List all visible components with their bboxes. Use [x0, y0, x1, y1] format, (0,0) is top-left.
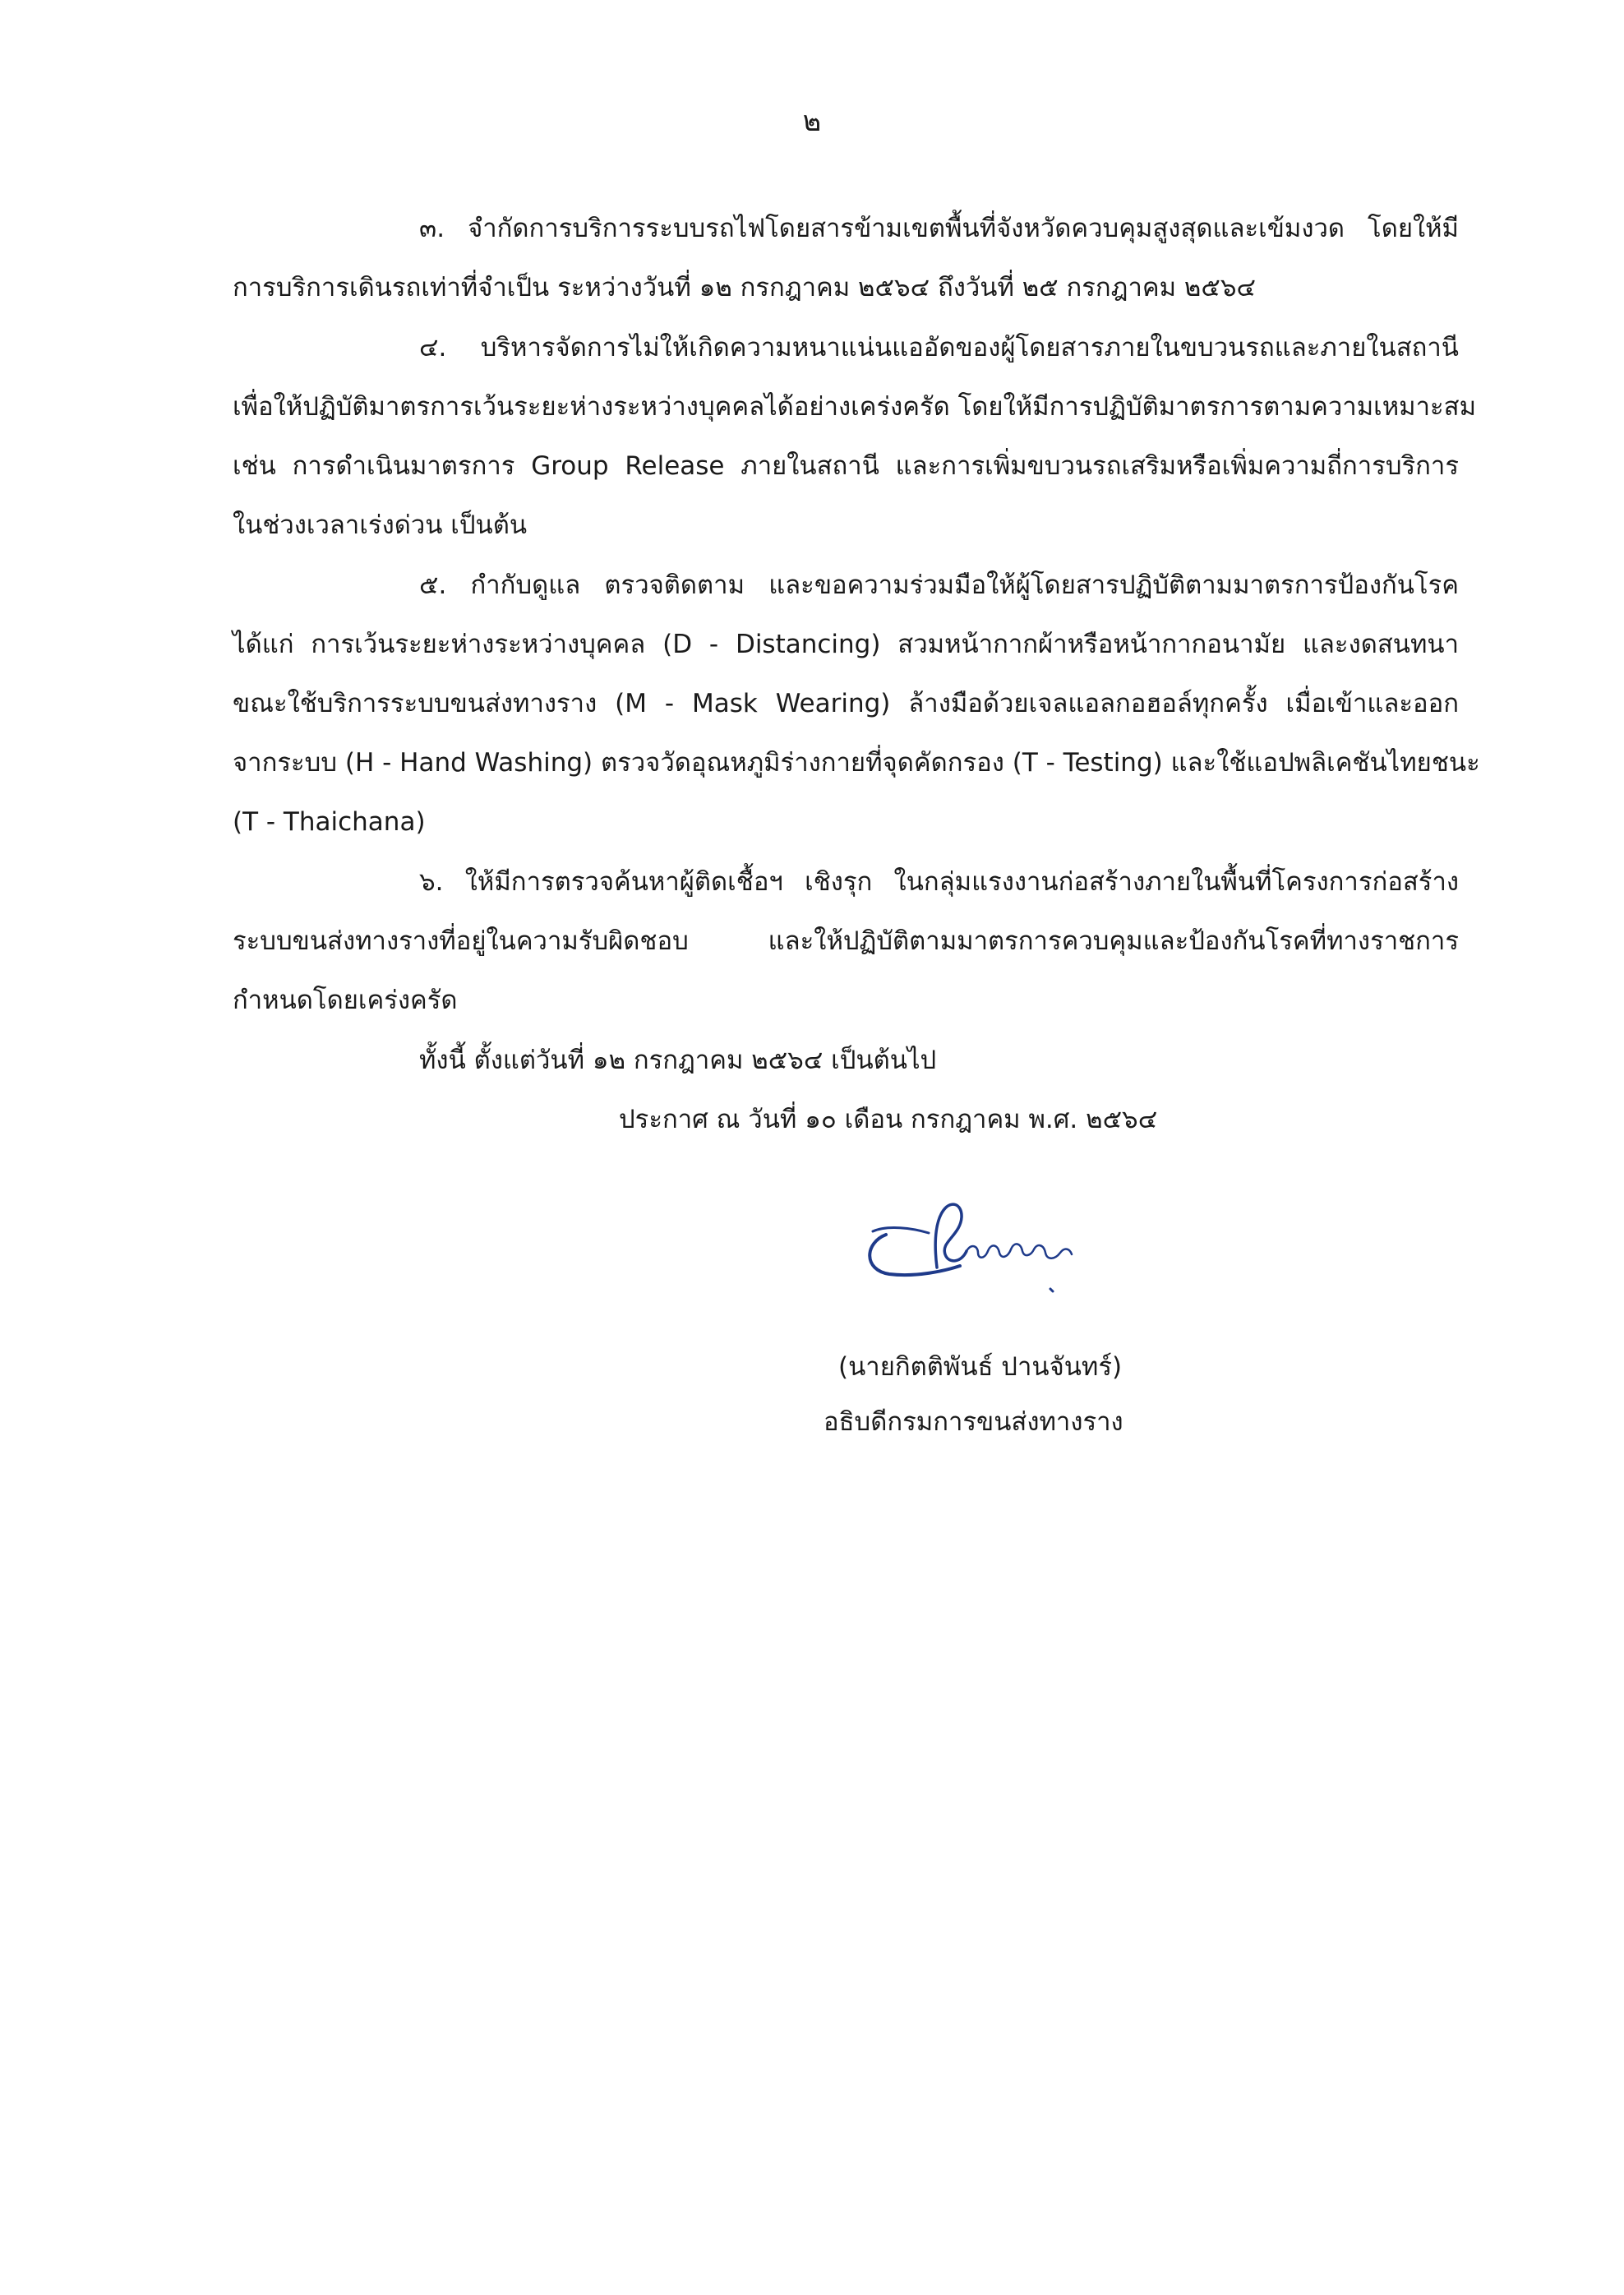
signature-tall-stroke [935, 1204, 967, 1268]
item-4-line-4: ในช่วงเวลาเร่งด่วน เป็นต้น [233, 510, 528, 540]
item-4-line-1: ๔. บริหารจัดการไม่ให้เกิดความหนาแน่นแออัดของผู้โดยสารภายในขบวนรถและภายในสถานี [419, 333, 1459, 362]
item-5-line-2: ได้แก่ การเว้นระยะห่างระหว่างบุคคล (D - Distancing) สวมหน้ากากผ้าหรือหน้ากากอนามัย และงดสนทนา [233, 630, 1459, 659]
signer-title: อธิบดีกรมการขนส่งทางราง [824, 1407, 1123, 1437]
signature-upstroke [873, 1228, 929, 1233]
item-6-line-3: กำหนดโดยเคร่งครัด [233, 986, 458, 1015]
item-5-line-1: ๕. กำกับดูแล ตรวจติดตาม และขอความร่วมมือให้ผู้โดยสารปฏิบัติตามมาตรการป้องกันโรค [419, 570, 1459, 600]
item-5-line-5: (T - Thaichana) [233, 807, 426, 837]
effective-date-line: ทั้งนี้ ตั้งแต่วันที่ ๑๒ กรกฎาคม ๒๕๖๔ เป็นต้นไป [419, 1046, 937, 1075]
item-6-line-2: ระบบขนส่งทางรางที่อยู่ในความรับผิดชอบ และให้ปฏิบัติตามมาตรการควบคุมและป้องกันโรคที่ทางราชการ [233, 926, 1459, 956]
announcement-date-line: ประกาศ ณ วันที่ ๑๐ เดือน กรกฎาคม พ.ศ. ๒๕๖๔ [619, 1105, 1158, 1134]
signature-dot [1050, 1289, 1053, 1291]
page-number: ๒ [802, 105, 822, 138]
item-4-line-2: เพื่อให้ปฏิบัติมาตรการเว้นระยะห่างระหว่างบุคคลได้อย่างเคร่งครัด โดยให้มีการปฏิบัติมาตรการตามความเหมาะสม [233, 392, 1477, 422]
item-5-line-4: จากระบบ (H - Hand Washing) ตรวจวัดอุณหภูมิร่างกายที่จุดคัดกรอง (T - Testing) และใช้แอปพลิเคชันไทยชนะ [233, 748, 1480, 778]
item-5-line-3: ขณะใช้บริการระบบขนส่งทางราง (M - Mask Wearing) ล้างมือด้วยเจลแอลกอฮอล์ทุกครั้ง เมื่อเข้าและออก [233, 689, 1459, 718]
item-3-line-2: การบริการเดินรถเท่าที่จำเป็น ระหว่างวันที่ ๑๒ กรกฎาคม ๒๕๖๔ ถึงวันที่ ๒๕ กรกฎาคม ๒๕๖๔ [233, 273, 1256, 302]
signer-name: (นายกิตติพันธ์ ปานจันทร์) [838, 1352, 1123, 1382]
signature-tail-stroke [967, 1244, 1072, 1258]
item-3-line-1: ๓. จำกัดการบริการระบบรถไฟโดยสารข้ามเขตพื้นที่จังหวัดควบคุมสูงสุดและเข้มงวด โดยให้มี [419, 214, 1459, 243]
signature-image [855, 1192, 1093, 1303]
item-6-line-1: ๖. ให้มีการตรวจค้นหาผู้ติดเชื้อฯ เชิงรุก ในกลุ่มแรงงานก่อสร้างภายในพื้นที่โครงการก่อสร้าง [419, 867, 1459, 897]
item-4-line-3: เช่น การดำเนินมาตรการ Group Release ภายในสถานี และการเพิ่มขบวนรถเสริมหรือเพิ่มความถี่การบริการ [233, 451, 1459, 481]
